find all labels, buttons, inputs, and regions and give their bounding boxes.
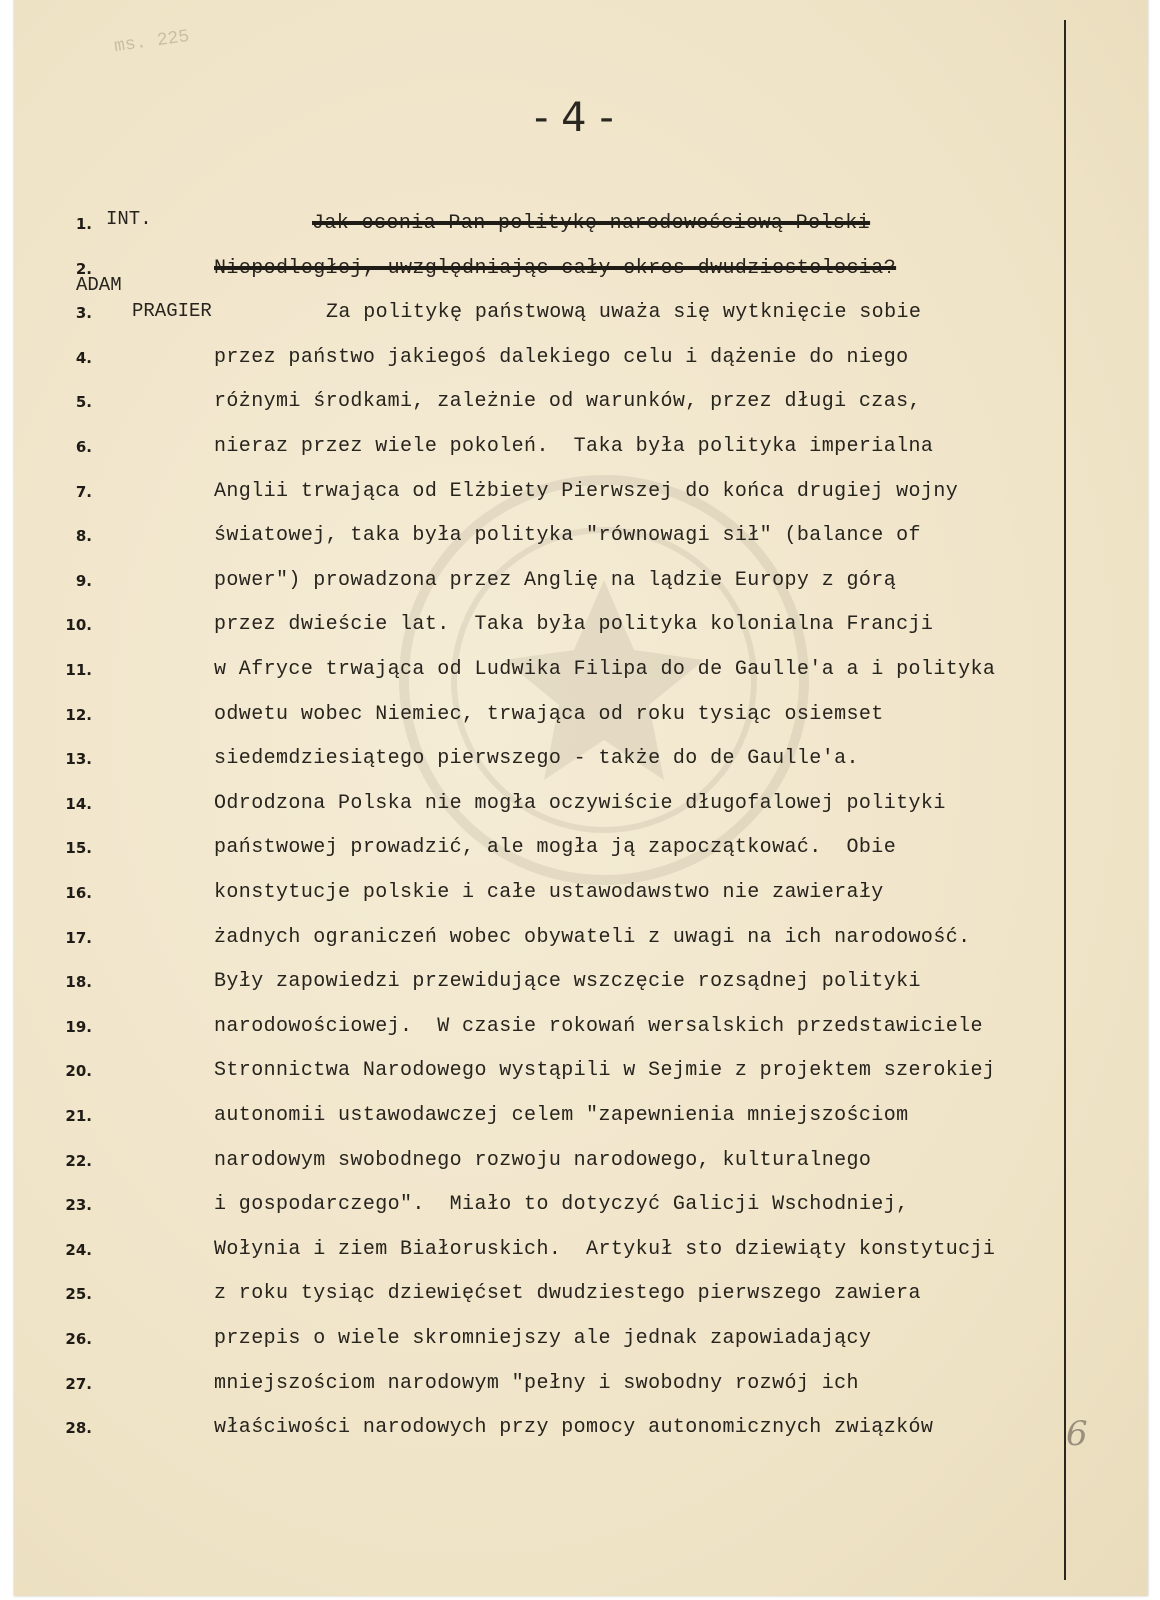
transcript-line: światowej, taka była polityka "równowagi sił" (balance of — [214, 524, 921, 547]
line-number: 11. — [65, 661, 92, 679]
line-number: 4. — [75, 349, 92, 367]
line-number: 10. — [65, 616, 92, 634]
document-page — [14, 0, 1148, 1596]
line-number: 9. — [75, 572, 92, 590]
transcript-line: narodowym swobodnego rozwoju narodowego, kulturalnego — [214, 1149, 872, 1172]
line-number: 20. — [65, 1062, 92, 1080]
line-number: 2. — [75, 260, 92, 278]
transcript-line: Anglii trwająca od Elżbiety Pierwszej do końca drugiej wojny — [214, 480, 959, 503]
line-number: 1. — [75, 215, 92, 233]
transcript-line: właściwości narodowych przy pomocy autonomicznych związków — [214, 1416, 934, 1439]
transcript-line: przez państwo jakiegoś dalekiego celu i dążenie do niego — [214, 346, 909, 369]
transcript-line: Wołynia i ziem Białoruskich. Artykuł sto dziewiąty konstytucji — [214, 1238, 996, 1261]
speaker-respondent-last-name: PRAGIER — [132, 300, 212, 322]
handwritten-page-note: 6 — [1066, 1414, 1088, 1454]
transcript-line: Były zapowiedzi przewidujące wszczęcie rozsądnej polityki — [214, 970, 921, 993]
line-number: 26. — [65, 1330, 92, 1348]
line-number: 16. — [65, 884, 92, 902]
line-number: 27. — [65, 1375, 92, 1393]
line-number: 7. — [75, 483, 92, 501]
struck-question-line: Niepodległej, uwzględniając cały okres dwudziestolecia? — [214, 257, 897, 280]
transcript-line: z roku tysiąc dziewięćset dwudziestego pierwszego zawiera — [214, 1282, 921, 1305]
line-number: 22. — [65, 1152, 92, 1170]
corner-stamp: ms. 225 — [112, 26, 191, 58]
transcript-line: power") prowadzona przez Anglię na lądzie Europy z górą — [214, 569, 897, 592]
transcript-line: siedemdziesiątego pierwszego - także do de Gaulle'a. — [214, 747, 859, 770]
line-number: 23. — [65, 1196, 92, 1214]
line-number: 18. — [65, 973, 92, 991]
line-number: 13. — [65, 750, 92, 768]
transcript-line: Odrodzona Polska nie mogła oczywiście długofalowej polityki — [214, 792, 946, 815]
transcript-line: nieraz przez wiele pokoleń. Taka była polityka imperialna — [214, 435, 934, 458]
transcript-line: odwetu wobec Niemiec, trwająca od roku tysiąc osiemset — [214, 703, 884, 726]
line-number: 12. — [65, 706, 92, 724]
transcript-line: narodowościowej. W czasie rokowań wersalskich przedstawiciele — [214, 1015, 983, 1038]
transcript-line: autonomii ustawodawczej celem "zapewnienia mniejszościom — [214, 1104, 909, 1127]
line-number: 15. — [65, 839, 92, 857]
line-number: 5. — [75, 393, 92, 411]
transcript-line: mniejszościom narodowym "pełny i swobodny rozwój ich — [214, 1372, 859, 1395]
line-number: 24. — [65, 1241, 92, 1259]
transcript-line: Za politykę państwową uważa się wytknięcie sobie — [326, 301, 922, 324]
line-number: 3. — [75, 304, 92, 322]
transcript-line: państwowej prowadzić, ale mogła ją zapoczątkować. Obie — [214, 836, 897, 859]
speaker-interviewer: INT. — [106, 208, 152, 230]
page-number: - 4 - — [534, 95, 614, 141]
transcript-line: przepis o wiele skromniejszy ale jednak zapowiadający — [214, 1327, 872, 1350]
transcript-line: żadnych ograniczeń wobec obywateli z uwagi na ich narodowość. — [214, 926, 971, 949]
line-number: 17. — [65, 929, 92, 947]
line-number: 21. — [65, 1107, 92, 1125]
struck-question-line: Jak ocenia Pan politykę narodowościową Polski — [312, 212, 871, 235]
speaker-respondent-first-name: ADAM — [76, 274, 122, 296]
line-number: 25. — [65, 1285, 92, 1303]
transcript-line: w Afryce trwająca od Ludwika Filipa do de Gaulle'a a i polityka — [214, 658, 996, 681]
transcript-line: i gospodarczego". Miało to dotyczyć Galicji Wschodniej, — [214, 1193, 909, 1216]
transcript-line: przez dwieście lat. Taka była polityka kolonialna Francji — [214, 613, 934, 636]
line-number: 8. — [75, 527, 92, 545]
line-number: 6. — [75, 438, 92, 456]
line-number: 14. — [65, 795, 92, 813]
transcript-line: konstytucje polskie i całe ustawodawstwo nie zawierały — [214, 881, 884, 904]
transcript-line: różnymi środkami, zależnie od warunków, przez długi czas, — [214, 390, 921, 413]
line-number: 19. — [65, 1018, 92, 1036]
margin-rule — [1064, 20, 1066, 1580]
line-number: 28. — [65, 1419, 92, 1437]
transcript-line: Stronnictwa Narodowego wystąpili w Sejmie z projektem szerokiej — [214, 1059, 996, 1082]
